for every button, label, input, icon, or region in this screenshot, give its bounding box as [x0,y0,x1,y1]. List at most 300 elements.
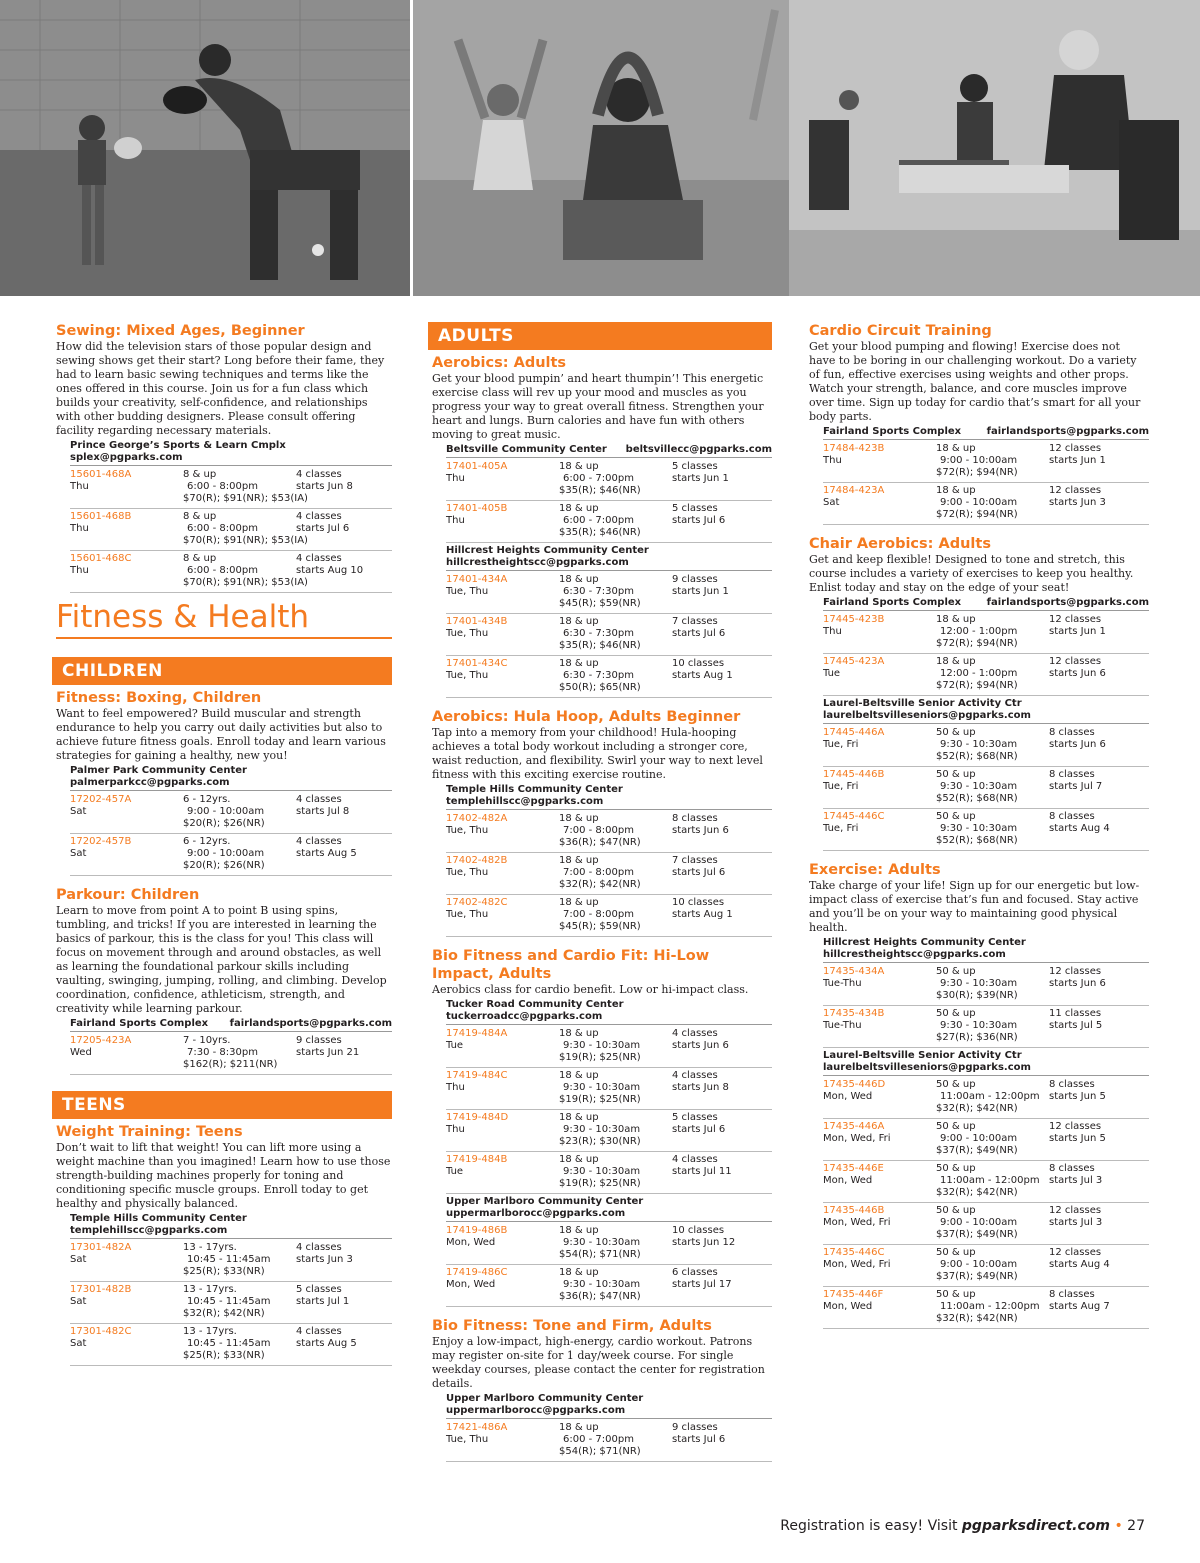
age-range: 18 & up [559,1267,599,1278]
start-date: starts Jul 3 [1049,1175,1103,1186]
session-row [823,1119,1149,1161]
session-row [446,895,772,937]
class-count: 12 classes [1049,485,1102,496]
session-price: $50(R); $65(NR) [559,682,641,693]
venue-header [823,937,1149,963]
venue-header [70,440,392,466]
course-code: 17301-482B [70,1284,132,1295]
course-code: 17301-482A [70,1242,132,1253]
age-range: 18 & up [559,503,599,514]
class-count: 11 classes [1049,1008,1102,1019]
venue-name: Laurel-Beltsville Senior Activity Ctr [823,1050,1022,1061]
venue-name: Prince George’s Sports & Learn Cmplx [70,440,286,451]
start-date: starts Aug 1 [672,670,733,681]
session-row [446,1068,772,1110]
venue-header [823,426,1149,440]
session-price: $52(R); $68(NR) [936,751,1018,762]
age-range: 18 & up [936,656,976,667]
venue-header [446,1196,772,1222]
course-code: 17301-482C [70,1326,132,1337]
session-price: $45(R); $59(NR) [559,598,641,609]
session-time: 6:30 - 7:30pm [563,670,634,681]
start-date: starts Jul 1 [296,1296,350,1307]
course-cardio-circuit [805,322,1149,525]
session-days: Mon, Wed [823,1175,873,1186]
class-count: 8 classes [1049,1289,1095,1300]
session-days: Mon, Wed, Fri [823,1133,891,1144]
session-time: 6:30 - 7:30pm [563,628,634,639]
class-count: 6 classes [672,1267,718,1278]
class-count: 8 classes [1049,1079,1095,1090]
age-range: 50 & up [936,1289,976,1300]
session-time: 9:00 - 10:00am [940,1133,1018,1144]
course-code: 17445-446A [823,727,885,738]
session-price: $36(R); $47(NR) [559,837,641,848]
session-time: 9:30 - 10:30am [563,1124,641,1135]
start-date: starts Jul 6 [672,1124,726,1135]
session-days: Tue [823,668,841,679]
session-row [446,501,772,543]
venue-name: Temple Hills Community Center [70,1213,247,1224]
course-chair-aerobics [805,535,1149,851]
course-description: Enjoy a low-impact, high-energy, cardio workout. Patrons may register on-site for 1 day/week course. For single weekday courses, please contact the center for registration details. [432,1335,765,1390]
age-range: 18 & up [559,1154,599,1165]
course-code: 17402-482C [446,897,508,908]
class-count: 12 classes [1049,656,1102,667]
session-days: Tue, Thu [446,825,489,836]
age-range: 7 - 10yrs. [183,1035,231,1046]
start-date: starts Jul 6 [672,628,726,639]
session-days: Sat [70,848,87,859]
age-range: 18 & up [559,855,599,866]
session-row [446,1223,772,1265]
venue-name: Laurel-Beltsville Senior Activity Ctr [823,698,1022,709]
session-days: Tue, Fri [823,739,859,750]
course-code: 17202-457B [70,836,132,847]
session-row [823,1245,1149,1287]
session-days: Wed [70,1047,92,1058]
session-time: 9:30 - 10:30am [563,1082,641,1093]
start-date: starts Jun 3 [1049,497,1106,508]
age-range: 50 & up [936,811,976,822]
session-time: 6:00 - 8:00pm [187,481,258,492]
session-time: 9:30 - 10:30am [940,978,1018,989]
session-price: $70(R); $91(NR); $53(IA) [183,577,308,588]
session-price: $70(R); $91(NR); $53(IA) [183,535,308,546]
session-time: 9:30 - 10:30am [563,1237,641,1248]
session-price: $37(R); $49(NR) [936,1229,1018,1240]
start-date: starts Jun 6 [672,825,729,836]
course-code: 17435-434B [823,1008,885,1019]
course-description: Take charge of your life! Sign up for our energetic but low-impact class of exercise that’s fun and focused. Stay active and you’ll be on your way to maintaining good physical health. [809,879,1140,934]
session-days: Tue, Thu [446,909,489,920]
course-title: Bio Fitness: Tone and Firm, Adults [432,1318,712,1334]
session-days: Mon, Wed [446,1279,496,1290]
start-date: starts Jul 6 [296,523,350,534]
course-code: 17435-446A [823,1121,885,1132]
venue-name: Upper Marlboro Community Center [446,1393,644,1404]
session-days: Thu [446,473,465,484]
session-row [70,1033,392,1075]
venue-name: Temple Hills Community Center [446,784,623,795]
venue-name: Hillcrest Heights Community Center [823,937,1026,948]
course-title: Exercise: Adults [809,862,941,878]
class-count: 8 classes [672,813,718,824]
session-row [70,509,392,551]
session-row [70,467,392,509]
start-date: starts Jun 1 [1049,626,1106,637]
course-code: 17419-486C [446,1267,508,1278]
class-count: 4 classes [296,1326,342,1337]
session-time: 9:00 - 10:00am [940,455,1018,466]
session-price: $30(R); $39(NR) [936,990,1018,1001]
course-code: 17202-457A [70,794,132,805]
age-range: 50 & up [936,1008,976,1019]
start-date: starts Aug 7 [1049,1301,1110,1312]
session-list [52,467,392,593]
course-code: 17419-484B [446,1154,508,1165]
class-count: 5 classes [672,461,718,472]
session-row [446,1110,772,1152]
venue-email: fairlandsports@pgparks.com [986,597,1149,608]
age-range: 18 & up [559,574,599,585]
course-description: Don’t wait to lift that weight! You can lift more using a weight machine than you imagined! Learn how to use those strength-building machines properly for toning and conditioning specific muscle groups. Enroll today to get healthy and physically balanced. [56,1141,391,1210]
session-time: 11:00am - 12:00pm [940,1301,1040,1312]
category-banner-adults: ADULTS [428,322,772,350]
venue-email: uppermarlborocc@pgparks.com [446,1405,626,1416]
start-date: starts Jul 8 [296,806,350,817]
session-time: 6:00 - 7:00pm [563,473,634,484]
session-days: Mon, Wed, Fri [823,1259,891,1270]
session-price: $52(R); $68(NR) [936,793,1018,804]
session-price: $37(R); $49(NR) [936,1271,1018,1282]
age-range: 13 - 17yrs. [183,1242,237,1253]
session-list [52,792,392,876]
session-time: 11:00am - 12:00pm [940,1175,1040,1186]
class-count: 4 classes [296,511,342,522]
course-code: 17445-423B [823,614,885,625]
session-days: Thu [823,626,842,637]
class-count: 12 classes [1049,1247,1102,1258]
class-count: 8 classes [1049,1163,1095,1174]
venue-email: laurelbeltsvilleseniors@pgparks.com [823,710,1031,721]
session-days: Tue, Thu [446,586,489,597]
start-date: starts Jul 6 [672,1434,726,1445]
start-date: starts Jun 6 [1049,978,1106,989]
course-code: 17435-446B [823,1205,885,1216]
session-days: Tue [446,1166,464,1177]
session-price: $72(R); $94(NR) [936,509,1018,520]
course-code: 17435-446E [823,1163,884,1174]
session-price: $162(R); $211(NR) [183,1059,278,1070]
session-time: 11:00am - 12:00pm [940,1091,1040,1102]
session-row [823,441,1149,483]
venue-email: splex@pgparks.com [70,452,183,463]
start-date: starts Jun 1 [1049,455,1106,466]
age-range: 50 & up [936,1121,976,1132]
course-weight-training [52,1123,392,1366]
session-price: $72(R); $94(NR) [936,680,1018,691]
footer-separator: • [1110,1518,1128,1534]
session-price: $32(R); $42(NR) [183,1308,265,1319]
session-price: $19(R); $25(NR) [559,1052,641,1063]
age-range: 18 & up [559,1112,599,1123]
session-price: $32(R); $42(NR) [936,1103,1018,1114]
session-price: $54(R); $71(NR) [559,1446,641,1457]
venue-name: Fairland Sports Complex [823,426,962,437]
session-row [70,1240,392,1282]
session-days: Tue, Thu [446,628,489,639]
course-code: 17435-434A [823,966,885,977]
course-description: Want to feel empowered? Build muscular and strength endurance to help you carry out daily activities but also to achieve future fitness goals. Enroll today and learn various strategies for gaining a healthy, new you! [56,707,386,762]
venue-header [446,784,772,810]
venue-header [70,1213,392,1239]
session-time: 10:45 - 11:45am [187,1338,271,1349]
venue-header [446,545,772,571]
session-time: 9:00 - 10:00am [940,1259,1018,1270]
session-time: 9:00 - 10:00am [940,1217,1018,1228]
course-title: Cardio Circuit Training [809,323,992,339]
venue-email: uppermarlborocc@pgparks.com [446,1208,626,1219]
session-time: 9:30 - 10:30am [563,1279,641,1290]
course-title: Sewing: Mixed Ages, Beginner [56,323,305,339]
class-count: 5 classes [672,1112,718,1123]
column-right [805,322,1149,1329]
venue-email: fairlandsports@pgparks.com [229,1018,392,1029]
footer-site-link[interactable]: pgparksdirect.com [961,1518,1110,1534]
session-days: Thu [823,455,842,466]
session-time: 9:30 - 10:30am [940,739,1018,750]
course-bio-fitness-cardio [428,947,772,1307]
start-date: starts Jun 8 [296,481,353,492]
age-range: 18 & up [559,813,599,824]
course-code: 17401-434C [446,658,508,669]
session-days: Mon, Wed [823,1091,873,1102]
venue-header [446,999,772,1025]
course-hula-hoop [428,708,772,937]
session-price: $72(R); $94(NR) [936,467,1018,478]
class-count: 12 classes [1049,966,1102,977]
session-list [428,572,772,698]
session-days: Tue-Thu [823,978,862,989]
session-time: 9:30 - 10:30am [940,1020,1018,1031]
age-range: 50 & up [936,769,976,780]
session-time: 6:30 - 7:30pm [563,586,634,597]
session-days: Mon, Wed [446,1237,496,1248]
session-row [446,853,772,895]
footer-text: Registration is easy! Visit [780,1518,962,1534]
session-days: Thu [446,1082,465,1093]
course-description: Get and keep flexible! Designed to tone and stretch, this course includes a variety of exercises to keep you healthy. Enlist today and stay on the edge of your seat! [809,553,1134,594]
course-title: Aerobics: Hula Hoop, Adults Beginner [432,709,741,725]
course-code: 17435-446D [823,1079,886,1090]
session-price: $35(R); $46(NR) [559,485,641,496]
class-count: 10 classes [672,658,725,669]
class-count: 12 classes [1049,1121,1102,1132]
age-range: 6 - 12yrs. [183,836,231,847]
age-range: 8 & up [183,511,217,522]
age-range: 13 - 17yrs. [183,1326,237,1337]
start-date: starts Jun 1 [672,473,729,484]
venue-email: templehillscc@pgparks.com [70,1225,228,1236]
venue-name: Beltsville Community Center [446,444,607,455]
page-number: 27 [1127,1518,1145,1534]
session-days: Sat [70,806,87,817]
start-date: starts Jun 21 [296,1047,360,1058]
session-days: Sat [70,1254,87,1265]
category-banner-teens: TEENS [52,1091,392,1119]
session-row [446,1152,772,1194]
course-title: Aerobics: Adults [432,355,567,371]
course-code: 17401-405A [446,461,508,472]
session-row [823,654,1149,696]
photo-stretching-class [413,0,789,296]
session-time: 12:00 - 1:00pm [940,668,1018,679]
venue-email: beltsvillecc@pgparks.com [625,444,772,455]
session-row [823,1077,1149,1119]
session-list [52,1240,392,1366]
session-row [823,809,1149,851]
session-list [805,1077,1149,1329]
class-count: 8 classes [1049,769,1095,780]
session-row [70,1282,392,1324]
session-days: Thu [446,515,465,526]
session-days: Sat [70,1296,87,1307]
session-price: $36(R); $47(NR) [559,1291,641,1302]
course-description: Get your blood pumpin’ and heart thumpin’! This energetic exercise class will rev up your mood and muscles as you progress your way to great overall fitness. Strengthen your heart and lungs. Burn calories and have fun with others moving to great music. [432,372,764,441]
page-footer [780,1518,1145,1534]
course-code: 17435-446F [823,1289,884,1300]
class-count: 4 classes [296,469,342,480]
course-code: 17401-434A [446,574,508,585]
session-row [446,459,772,501]
session-list [805,441,1149,525]
session-row [823,1203,1149,1245]
age-range: 18 & up [559,1422,599,1433]
age-range: 18 & up [936,614,976,625]
session-price: $25(R); $33(NR) [183,1266,265,1277]
start-date: starts Aug 10 [296,565,364,576]
course-code: 17419-486B [446,1225,508,1236]
session-price: $27(R); $36(NR) [936,1032,1018,1043]
venue-name: Fairland Sports Complex [823,597,962,608]
course-title: Bio Fitness and Cardio Fit: Hi-Low Impact, Adults [432,948,710,982]
session-price: $32(R); $42(NR) [559,879,641,890]
session-price: $45(R); $59(NR) [559,921,641,932]
session-days: Tue [446,1040,464,1051]
session-days: Tue, Thu [446,867,489,878]
age-range: 8 & up [183,469,217,480]
column-middle [428,322,772,1462]
session-days: Mon, Wed, Fri [823,1217,891,1228]
venue-email: templehillscc@pgparks.com [446,796,604,807]
start-date: starts Jul 7 [1049,781,1103,792]
class-count: 4 classes [296,553,342,564]
course-code: 17484-423B [823,443,885,454]
session-time: 9:00 - 10:00am [187,848,265,859]
session-row [70,792,392,834]
session-price: $37(R); $49(NR) [936,1145,1018,1156]
session-days: Tue-Thu [823,1020,862,1031]
class-count: 4 classes [672,1070,718,1081]
course-code: 17421-486A [446,1422,508,1433]
start-date: starts Aug 4 [1049,823,1110,834]
session-days: Thu [446,1124,465,1135]
course-code: 15601-468A [70,469,132,480]
category-banner-children: CHILDREN [52,657,392,685]
age-range: 18 & up [559,616,599,627]
session-price: $54(R); $71(NR) [559,1249,641,1260]
age-range: 13 - 17yrs. [183,1284,237,1295]
course-exercise-adults [805,861,1149,1329]
start-date: starts Jun 3 [296,1254,353,1265]
class-count: 4 classes [296,794,342,805]
course-title: Weight Training: Teens [56,1124,243,1140]
class-count: 4 classes [296,1242,342,1253]
age-range: 18 & up [559,461,599,472]
session-time: 6:00 - 8:00pm [187,523,258,534]
session-time: 6:00 - 7:00pm [563,1434,634,1445]
class-count: 4 classes [672,1154,718,1165]
venue-email: laurelbeltsvilleseniors@pgparks.com [823,1062,1031,1073]
venue-header [823,597,1149,611]
course-code: 17435-446C [823,1247,885,1258]
start-date: starts Jul 11 [672,1166,732,1177]
session-row [823,767,1149,809]
age-range: 18 & up [936,443,976,454]
session-list [805,612,1149,696]
session-list [805,964,1149,1048]
age-range: 18 & up [559,658,599,669]
session-days: Tue, Fri [823,781,859,792]
session-time: 10:45 - 11:45am [187,1254,271,1265]
course-description: Aerobics class for cardio benefit. Low or hi-impact class. [432,983,749,996]
course-title: Parkour: Children [56,887,200,903]
venue-header [823,698,1149,724]
session-list [52,1033,392,1075]
start-date: starts Jun 5 [1049,1091,1106,1102]
session-time: 9:30 - 10:30am [563,1166,641,1177]
age-range: 8 & up [183,553,217,564]
session-row [70,834,392,876]
age-range: 50 & up [936,1163,976,1174]
session-time: 10:45 - 11:45am [187,1296,271,1307]
start-date: starts Aug 4 [1049,1259,1110,1270]
session-row [446,572,772,614]
session-list [805,725,1149,851]
start-date: starts Jul 6 [672,867,726,878]
start-date: starts Jun 1 [672,586,729,597]
session-price: $32(R); $42(NR) [936,1313,1018,1324]
class-count: 7 classes [672,855,718,866]
class-count: 9 classes [672,574,718,585]
session-time: 9:00 - 10:00am [940,497,1018,508]
course-boxing [52,689,392,876]
age-range: 18 & up [559,897,599,908]
class-count: 12 classes [1049,1205,1102,1216]
session-row [70,551,392,593]
session-list [428,459,772,543]
start-date: starts Jun 5 [1049,1133,1106,1144]
course-code: 17205-423A [70,1035,132,1046]
start-date: starts Jun 6 [672,1040,729,1051]
venue-name: Hillcrest Heights Community Center [446,545,649,556]
start-date: starts Jun 6 [1049,739,1106,750]
session-days: Sat [70,1338,87,1349]
session-days: Tue, Thu [446,670,489,681]
course-code: 17445-423A [823,656,885,667]
class-count: 4 classes [296,836,342,847]
